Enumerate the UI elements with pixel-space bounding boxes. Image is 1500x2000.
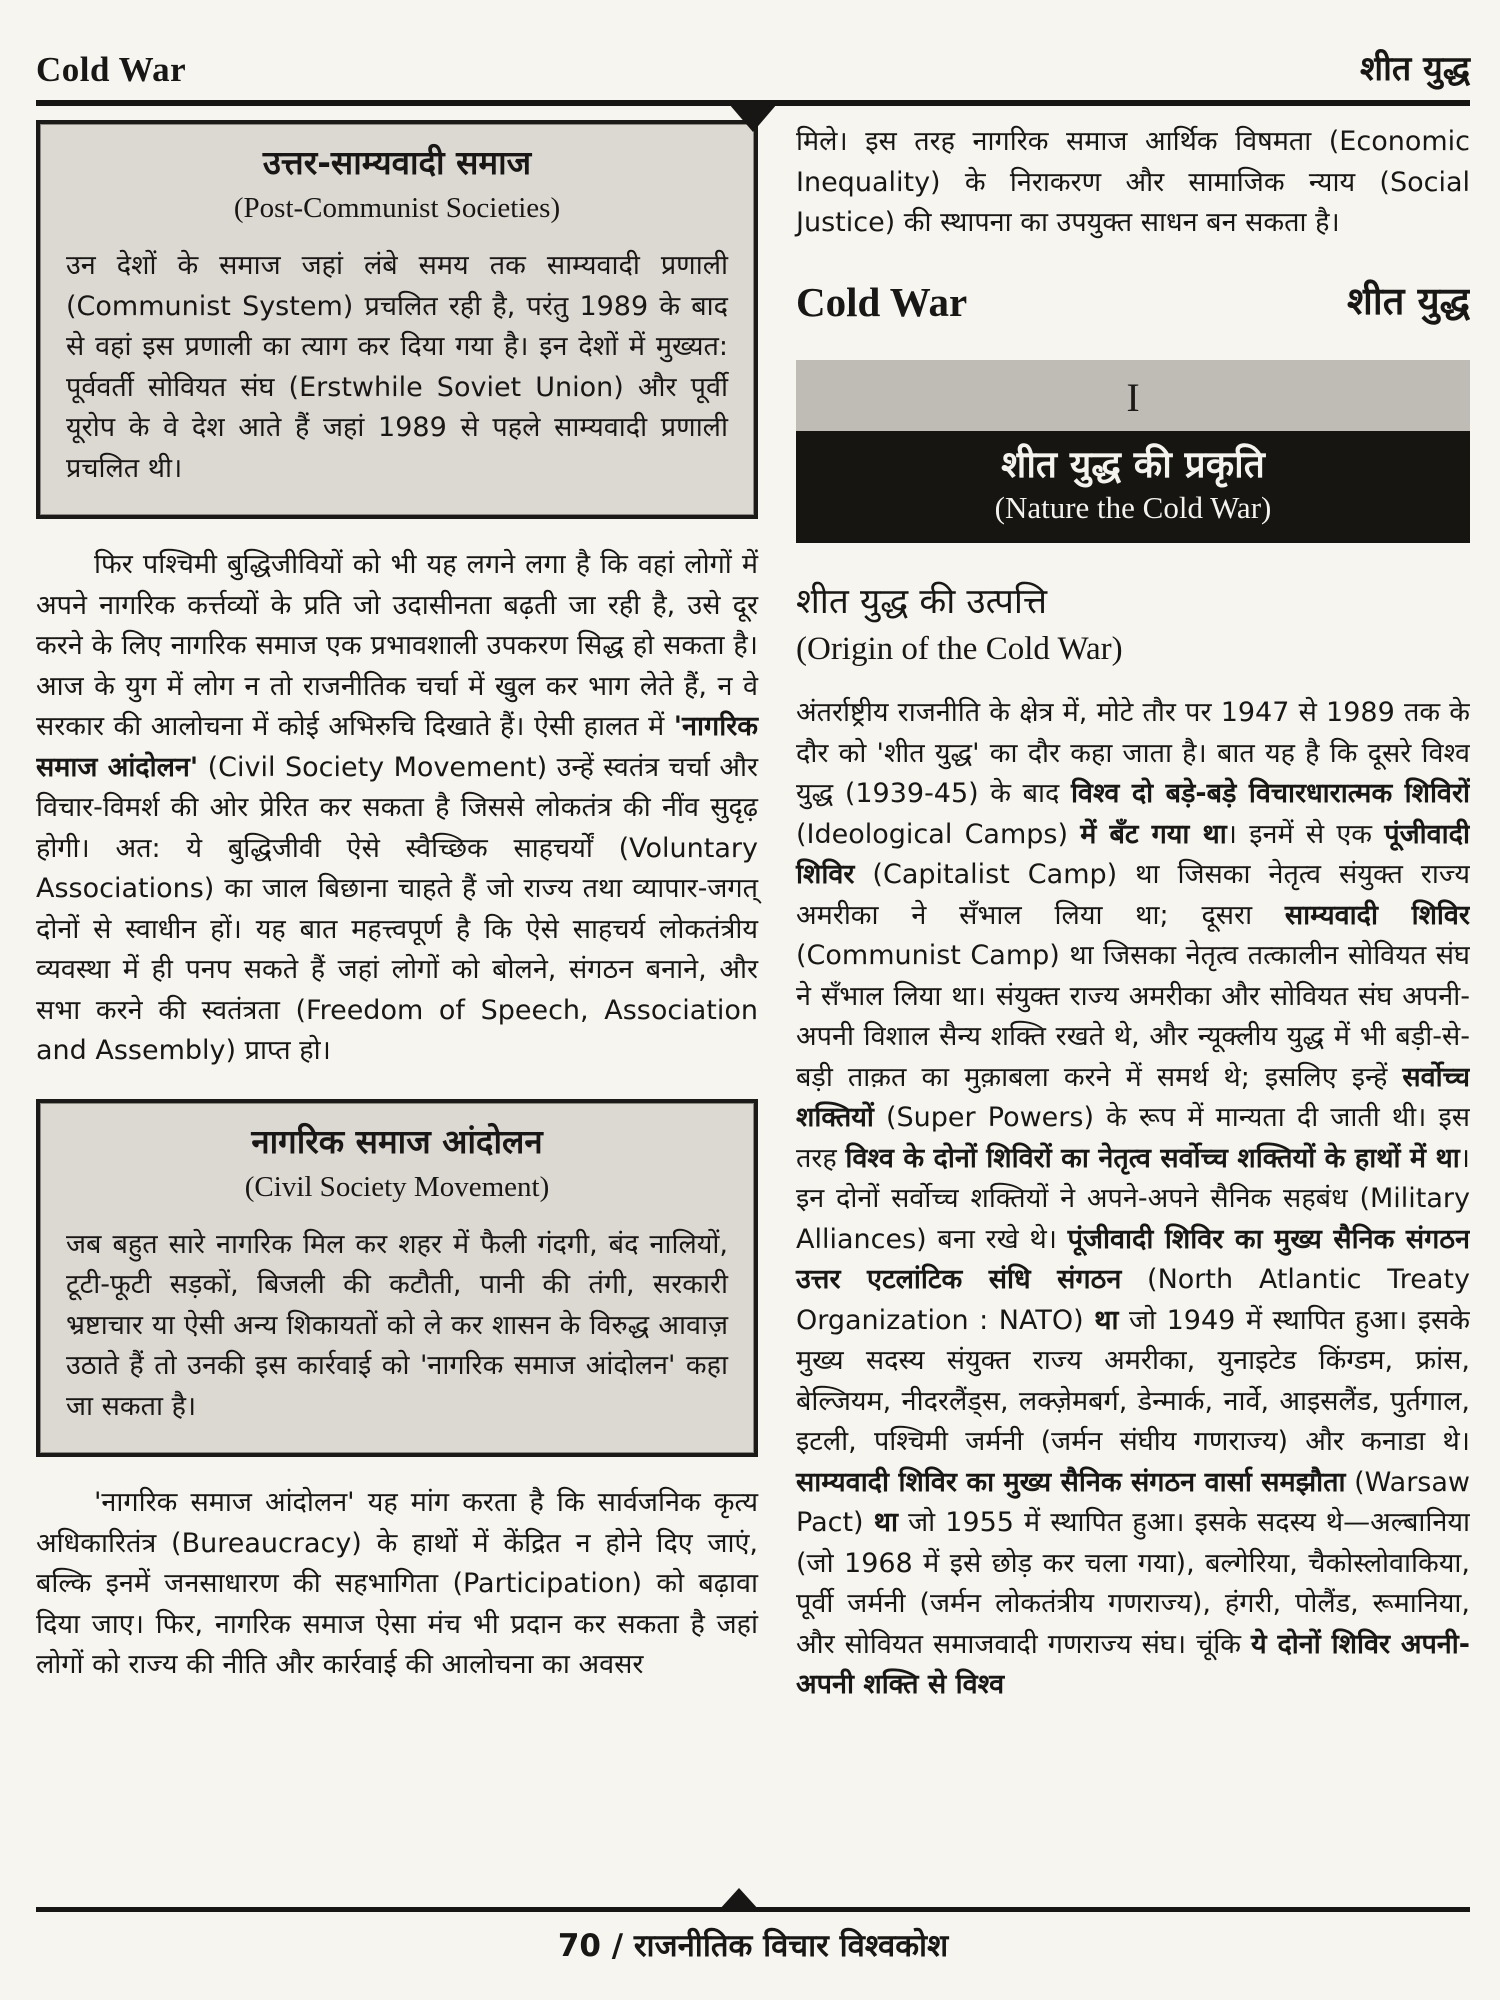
sub-heading-english: (Origin of the Cold War) [796, 630, 1123, 667]
sub-heading-origin-of-cold-war [796, 579, 1470, 671]
running-head-title-english: Cold War [36, 50, 187, 89]
left-column [36, 120, 758, 1907]
box-subtitle-english: (Civil Society Movement) [244, 1170, 550, 1203]
paragraph-civil-society-demand: 'नागरिक समाज आंदोलन' यह मांग करता है कि सार्वजनिक कृत्य अधिकारितंत्र (Bureaucracy) के हाथों में केंद्रित न होने दिए जाएं, बल्कि इनमें जनसाधारण की सहभागिता (Participation) को बढ़ावा दिया जाए। फिर, नागरिक समाज ऐसा मंच भी प्रदान कर सकता है जहां लोगों को राज्य की नीति और कार्रवाई की आलोचना का अवसर [36, 1487, 758, 1681]
sub-heading-hindi: शीत युद्ध की उत्पत्ति [796, 582, 1048, 623]
article-heading-english: Cold War [796, 278, 968, 325]
box-body-text: जब बहुत सारे नागरिक मिल कर शहर में फैली गंदगी, बंद नालियों, टूटी-फूटी सड़कों, बिजली की कटौती, पानी की तंगी, सरकारी भ्रष्टाचार या ऐसी अन्य शिकायतों को ले कर शासन के विरुद्ध आवाज़ उठाते हैं तो उनकी इस कार्रवाई को 'नागरिक समाज आंदोलन' कहा जा सकता है। [66, 1228, 728, 1422]
page-footer [36, 1907, 1470, 1966]
info-box-post-communist-societies [36, 120, 758, 519]
section-title-bar [796, 431, 1470, 544]
article-heading-hindi: शीत युद्ध [1347, 278, 1470, 323]
paragraph-civil-society-intro: फिर पश्चिमी बुद्धिजीवियों को भी यह लगने लगा है कि वहां लोगों में अपने नागरिक कर्त्तव्यों के प्रति जो उदासीनता बढ़ती जा रही है, उसे दूर करने के लिए नागरिक समाज एक प्रभावशाली उपकरण सिद्ध हो सकता है। आज के युग में लोग न तो राजनीतिक चर्चा में खुल कर भाग लेते हैं, न वे सरकार की आलोचना में कोई अभिरुचि दिखाते हैं। ऐसी हालत में 'नागरिक समाज आंदोलन' (Civil Society Movement) उन्हें स्वतंत्र चर्चा और विचार-विमर्श की ओर प्रेरित कर सकता है जिससे लोकतंत्र की नींव सुदृढ़ होगी। अत: ये बुद्धिजीवी ऐसे स्वैच्छिक साहचर्यों (Voluntary Associations) का जाल बिछाना चाहते हैं जो राज्य तथा व्यापार-जगत् दोनों से स्वाधीन हों। यह बात महत्त्वपूर्ण है कि ऐसे साहचर्य लोकतंत्रीय व्यवस्था में ही पनप सकते हैं जहां लोगों को बोलने, संगठन बनाने, और सभा करने की स्वतंत्रता (Freedom of Speech, Association and Assembly) प्राप्त हो। [36, 549, 758, 1067]
box-title-hindi: नागरिक समाज आंदोलन [251, 1121, 543, 1161]
right-column [796, 120, 1470, 1907]
two-column-layout [36, 120, 1470, 1907]
box-body-text: उन देशों के समाज जहां लंबे समय तक साम्यवादी प्रणाली (Communist System) प्रचलित रही है, परंतु 1989 के बाद से वहां इस प्रणाली का त्याग कर दिया गया है। इन देशों में मुख्यत: पूर्ववर्ती सोवियत संघ (Erstwhile Soviet Union) और पूर्वी यूरोप के वे देश आते हैं जहां 1989 से पहले साम्यवादी प्रणाली प्रचलित थी। [66, 250, 728, 484]
box-title-hindi: उत्तर-साम्यवादी समाज [262, 143, 532, 182]
section-title-english: (Nature the Cold War) [994, 489, 1272, 525]
article-heading [796, 274, 1470, 326]
running-head-title-hindi: शीत युद्ध [1359, 49, 1470, 89]
center-divider-triangle-down [729, 104, 777, 132]
running-head [36, 44, 1470, 106]
center-divider-triangle-up [719, 1888, 759, 1910]
section-numeral: I [796, 360, 1470, 431]
paragraph-continuation: मिले। इस तरह नागरिक समाज आर्थिक विषमता (Economic Inequality) के निराकरण और सामाजिक न्याय (Social Justice) की स्थापना का उपयुक्त साधन बन सकता है। [796, 126, 1470, 238]
paragraph-origin-of-cold-war: अंतर्राष्ट्रीय राजनीति के क्षेत्र में, मोटे तौर पर 1947 से 1989 तक के दौर को 'शीत युद्ध' का दौर कहा जाता है। बात यह है कि दूसरे विश्व युद्ध (1939-45) के बाद विश्व दो बड़े-बड़े विचारधारात्मक शिविरों (Ideological Camps) में बँट गया था। इनमें से एक पूंजीवादी शिविर (Capitalist Camp) था जिसका नेतृत्व संयुक्त राज्य अमरीका ने सँभाल लिया था; दूसरा साम्यवादी शिविर (Communist Camp) था जिसका नेतृत्व तत्कालीन सोवियत संघ ने सँभाल लिया था। संयुक्त राज्य अमरीका और सोवियत संघ अपनी-अपनी विशाल सैन्य शक्ति रखते थे, और न्यूक्लीय युद्ध में भी बड़ी-से-बड़ी ताक़त का मुक़ाबला करने में समर्थ थे; इसलिए इन्हें सर्वोच्च शक्तियों (Super Powers) के रूप में मान्यता दी जाती थी। इस तरह विश्व के दोनों शिविरों का नेतृत्व सर्वोच्च शक्तियों के हाथों में था। इन दोनों सर्वोच्च शक्तियों ने अपने-अपने सैनिक सहबंध (Military Alliances) बना रखे थे। पूंजीवादी शिविर का मुख्य सैनिक संगठन उत्तर एटलांटिक संधि संगठन (North Atlantic Treaty Organization : NATO) था जो 1949 में स्थापित हुआ। इसके मुख्य सदस्य संयुक्त राज्य अमरीका, युनाइटेड किंग्डम, फ्रांस, बेल्जियम, नीदरलैंड्स, लक्ज़ेमबर्ग, डेन्मार्क, नार्वे, आइसलैंड, पुर्तगाल, इटली, पश्चिमी जर्मनी (जर्मन संघीय गणराज्य) और कनाडा थे। साम्यवादी शिविर का मुख्य सैनिक संगठन वार्सा समझौता (Warsaw Pact) था जो 1955 में स्थापित हुआ। इसके सदस्य थे—अल्बानिया (जो 1968 में इसे छोड़ कर चला गया), बल्गेरिया, चैकोस्लोवाकिया, पूर्वी जर्मनी (जर्मन लोकतंत्रीय गणराज्य), हंगरी, पोलैंड, रूमानिया, और सोवियत समाजवादी गणराज्य संघ। चूंकि ये दोनों शिविर अपनी-अपनी शक्ति से विश्व [796, 697, 1470, 1701]
page-number-and-book-title: 70 / राजनीतिक विचार विश्वकोश [557, 1928, 949, 1964]
info-box-civil-society-movement [36, 1099, 758, 1458]
section-title-hindi: शीत युद्ध की प्रकृति [1001, 442, 1265, 486]
section-banner [796, 360, 1470, 544]
box-subtitle-english: (Post-Communist Societies) [233, 192, 561, 225]
